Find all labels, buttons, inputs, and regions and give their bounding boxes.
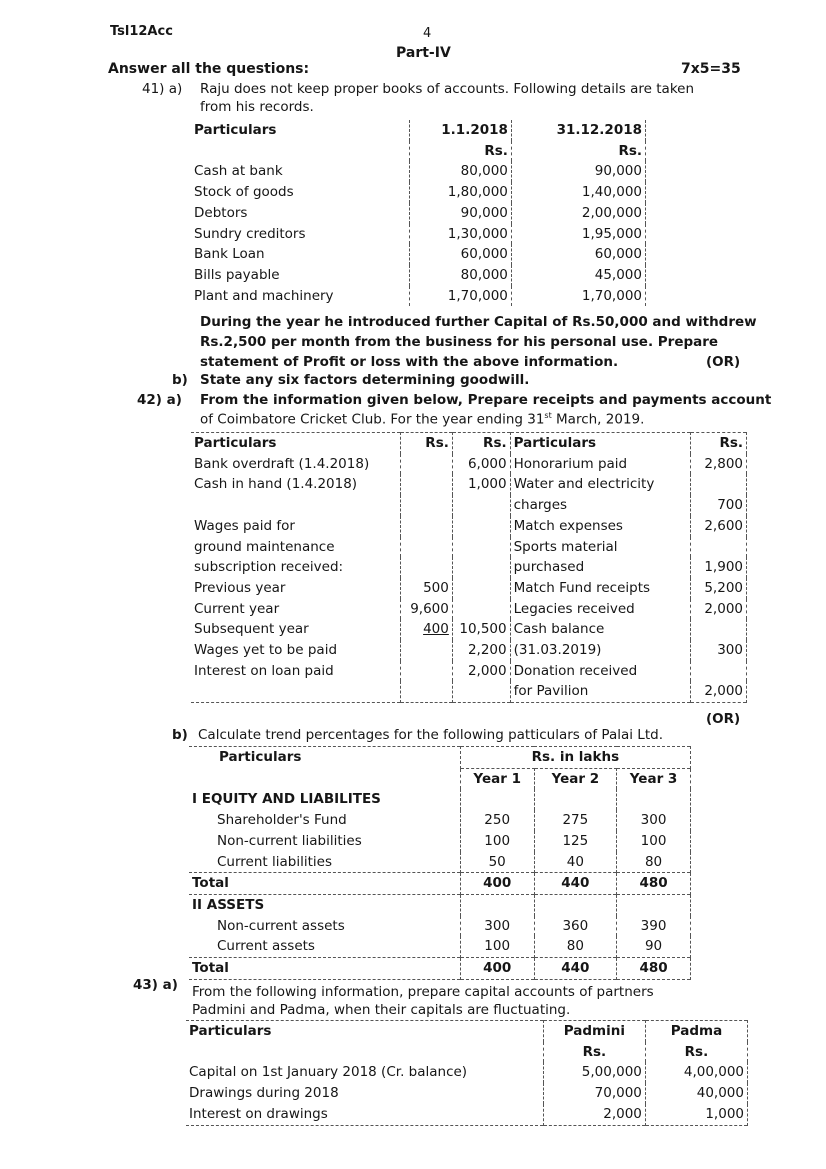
trend-section-equity: I EQUITY AND LIABILITES	[189, 789, 460, 810]
q41-balance-table	[191, 120, 646, 306]
table-row: Wages paid for Match expenses 2,600	[191, 516, 747, 537]
table-row: Plant and machinery 1,70,000 1,70,000	[191, 286, 646, 307]
table-row: Subsequent year 400 10,500 Cash balance	[191, 619, 747, 640]
q41-currency-1: Rs.	[409, 141, 511, 162]
q42-header-rs-1: Rs.	[400, 433, 452, 454]
q41-intro-line2: from his records.	[200, 99, 314, 115]
page-number: 4	[423, 26, 432, 41]
instruction: Answer all the questions:	[108, 61, 310, 77]
q41-or: (OR)	[706, 354, 741, 370]
q42-intro-line1: From the information given below, Prepare receipts and payments account	[200, 392, 772, 408]
trend-section-assets: II ASSETS	[189, 894, 460, 915]
q41b-text: State any six factors determining goodwill.	[200, 372, 530, 388]
q41-header-date2: 31.12.2018	[511, 120, 645, 141]
q41-intro-line1: Raju does not keep proper books of accounts. Following details are taken	[200, 81, 695, 97]
trend-header-particulars: Particulars	[189, 747, 460, 769]
table-row: Cash at bank 80,000 90,000	[191, 161, 646, 182]
q41-number: 41) a)	[142, 81, 183, 97]
q41-closing-line1: During the year he introduced further Capital of Rs.50,000 and withdrew	[200, 314, 757, 330]
q43-currency-2: Rs.	[645, 1042, 747, 1063]
receipts-payments-table	[191, 432, 747, 703]
trend-header-unit: Rs. in lakhs	[460, 747, 690, 769]
table-row: Interest on drawings 2,000 1,000	[186, 1104, 748, 1125]
q42-number: 42) a)	[137, 392, 182, 408]
q43-header-particulars: Particulars	[189, 1023, 272, 1039]
table-row: Drawings during 2018 70,000 40,000	[186, 1083, 748, 1104]
table-row: Shareholder's Fund 250 275 300	[189, 810, 691, 831]
marks: 7x5=35	[681, 61, 741, 77]
q41b-label: b)	[172, 372, 188, 388]
table-row: Cash in hand (1.4.2018) 1,000 Water and electricity	[191, 474, 747, 495]
table-row: Capital on 1st January 2018 (Cr. balance) 5,00,000 4,00,000	[186, 1062, 748, 1083]
q43-number: 43) a)	[133, 977, 178, 993]
table-row: Bank Loan 60,000 60,000	[191, 244, 646, 265]
q41-currency-2: Rs.	[511, 141, 645, 162]
q41-closing-line2: Rs.2,500 per month from the business for his personal use. Prepare	[200, 334, 719, 350]
trend-table	[189, 746, 691, 980]
table-row: Previous year 500 Match Fund receipts 5,200	[191, 578, 747, 599]
trend-year-2: Year 2	[534, 768, 616, 789]
q43-intro-line1: From the following information, prepare capital accounts of partners	[192, 984, 654, 1000]
q43-intro-line2: Padmini and Padma, when their capitals are fluctuating.	[192, 1002, 571, 1018]
table-row: Debtors 90,000 2,00,000	[191, 203, 646, 224]
table-row: Current liabilities 50 40 80	[189, 852, 691, 873]
table-row: charges 700	[191, 495, 747, 516]
q41-closing-line3: statement of Profit or loss with the above information.	[200, 354, 619, 370]
table-row: Sundry creditors 1,30,000 1,95,000	[191, 224, 646, 245]
table-row: Stock of goods 1,80,000 1,40,000	[191, 182, 646, 203]
q42-header-particulars-left: Particulars	[194, 435, 277, 451]
trend-total-2: Total 400 440 480	[189, 958, 691, 980]
table-row: Interest on loan paid 2,000 Donation received	[191, 661, 747, 682]
q41-header-particulars: Particulars	[194, 122, 277, 138]
table-row: Bank overdraft (1.4.2018) 6,000 Honorarium paid 2,800	[191, 454, 747, 475]
q42-intro-line2: of Coimbatore Cricket Club. For the year ending 31st March, 2019.	[200, 411, 645, 428]
q42-header-rs-2: Rs.	[452, 433, 510, 454]
table-row: Current year 9,600 Legacies received 2,000	[191, 599, 747, 620]
q42b-label: b)	[172, 727, 188, 743]
q43-header-padmini: Padmini	[543, 1021, 645, 1042]
trend-total-1: Total 400 440 480	[189, 873, 691, 895]
table-row: for Pavilion 2,000	[191, 681, 747, 702]
table-row: Non-current liabilities 100 125 100	[189, 831, 691, 852]
q43-header-padma: Padma	[645, 1021, 747, 1042]
trend-year-3: Year 3	[617, 768, 691, 789]
table-row: Bills payable 80,000 45,000	[191, 265, 646, 286]
table-row: subscription received: purchased 1,900	[191, 557, 747, 578]
capital-table	[186, 1020, 748, 1126]
q42b-text: Calculate trend percentages for the following patticulars of Palai Ltd.	[198, 727, 663, 743]
table-row: ground maintenance Sports material	[191, 537, 747, 558]
q41-header-date1: 1.1.2018	[409, 120, 511, 141]
table-row: Current assets 100 80 90	[189, 936, 691, 957]
q42-or: (OR)	[706, 711, 741, 727]
q42-header-particulars-right: Particulars	[510, 433, 690, 454]
q43-currency-1: Rs.	[543, 1042, 645, 1063]
trend-year-1: Year 1	[460, 768, 534, 789]
part-title: Part-IV	[396, 45, 451, 61]
table-row: Non-current assets 300 360 390	[189, 916, 691, 937]
paper-code: Tsl12Acc	[110, 24, 173, 39]
table-row: Wages yet to be paid 2,200 (31.03.2019) 300	[191, 640, 747, 661]
q42-header-rs-3: Rs.	[690, 433, 746, 454]
